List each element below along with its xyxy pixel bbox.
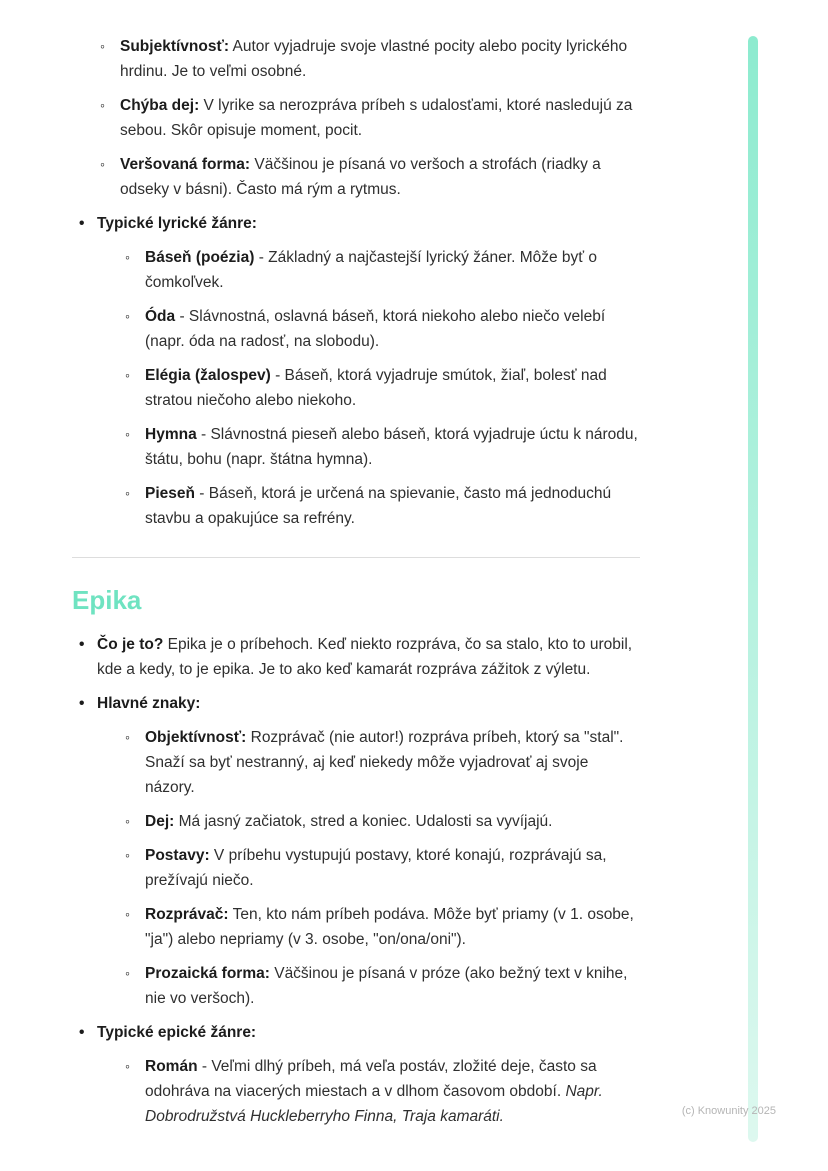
trait-item [100,152,640,202]
trait-item [125,961,640,1011]
term-label: Subjektívnosť: [120,38,230,55]
term-label: Pieseň [145,485,195,502]
traits-header: Hlavné znaky: [97,695,201,712]
term-label: Dej: [145,813,175,830]
trait-item [125,902,640,952]
genre-item [125,304,640,354]
term-label: Báseň (poézia) [145,249,255,266]
document-content [72,34,640,1138]
trait-item [100,93,640,143]
term-label: Prozaická forma: [145,965,270,982]
page-accent-bar [748,36,758,1142]
term-text: Ten, kto nám príbeh podáva. Môže byť priamy (v 1. osobe, "ja") alebo nepriamy (v 3. osobe, "on/ona/oni"). [145,906,634,948]
list-item [72,691,640,1011]
term-text: - Základný a najčastejší lyrický žáner. Môže byť o čomkoľvek. [145,249,598,291]
section-divider [72,557,640,558]
term-text: - Báseň, ktorá je určená na spievanie, často má jednoduchú stavbu a opakujúce sa refrény. [145,485,612,527]
section-heading-epika: Epika [72,585,142,615]
genre-item [125,481,640,531]
term-text: - Slávnostná, oslavná báseň, ktorá niekoho alebo niečo velebí (napr. óda na radosť, na slobodu). [145,308,606,350]
term-text: Autor vyjadruje svoje vlastné pocity alebo pocity lyrického hrdinu. Je to veľmi osobné. [120,38,628,80]
list-item [72,211,640,531]
trait-item [100,34,640,84]
term-label: Čo je to? [97,636,164,653]
term-label: Objektívnosť: [145,729,247,746]
genre-item [125,245,640,295]
lyrika-traits-list [100,34,640,202]
lyrika-genres-list [125,245,640,531]
genres-header: Typické epické žánre: [97,1024,257,1041]
term-text: Rozprávač (nie autor!) rozpráva príbeh, ktorý sa "stal". Snaží sa byť nestranný, aj keď niekedy môže vyjadrovať aj svoje názory. [145,729,624,796]
term-label: Veršovaná forma: [120,156,251,173]
list-item [72,632,640,682]
epika-traits-list [125,725,640,1011]
term-label: Elégia (žalospev) [145,367,271,384]
watermark: (c) Knowunity 2025 [681,1105,776,1117]
term-label: Hymna [145,426,197,443]
trait-item [125,843,640,893]
genres-header: Typické lyrické žánre: [97,215,257,232]
term-label: Óda [145,308,176,325]
list-item [72,1020,640,1129]
term-label: Román [145,1058,198,1075]
term-text: Má jasný začiatok, stred a koniec. Udalosti sa vyvíjajú. [174,813,553,830]
term-label: Postavy: [145,847,210,864]
term-text: Väčšinou je písaná v próze (ako bežný text v knihe, nie vo veršoch). [145,965,628,1007]
epika-section [72,632,640,1129]
genre-item [125,422,640,472]
term-label: Rozprávač: [145,906,229,923]
term-text: Väčšinou je písaná vo veršoch a strofách (riadky a odseky v básni). Často má rým a rytmus. [120,156,601,198]
genre-item [125,363,640,413]
lyrika-genres-section [72,211,640,531]
term-text: - Slávnostná pieseň alebo báseň, ktorá vyjadruje úctu k národu, štátu, bohu (napr. štátna hymna). [145,426,638,468]
term-text: - Veľmi dlhý príbeh, má veľa postáv, zložité deje, často sa odohráva na viacerých miestach a v dlhom časovom období. [145,1058,597,1100]
term-text: V lyrike sa nerozpráva príbeh s udalosťami, ktoré nasledujú za sebou. Skôr opisuje moment, pocit. [120,97,633,139]
genre-item [125,1054,640,1129]
term-text: Epika je o príbehoch. Keď niekto rozpráva, čo sa stalo, kto to urobil, kde a kedy, to je epika. Je to ako keď kamarát rozpráva zážitok z výletu. [97,636,633,678]
example-text: Napr. Dobrodružstvá Huckleberryho Finna, Traja kamaráti. [145,1083,603,1125]
term-text: - Báseň, ktorá vyjadruje smútok, žiaľ, bolesť nad stratou niečoho alebo niekoho. [145,367,607,409]
trait-item [125,809,640,834]
term-label: Chýba dej: [120,97,200,114]
epika-genres-list [125,1054,640,1129]
term-text: V príbehu vystupujú postavy, ktoré konajú, rozprávajú sa, prežívajú niečo. [145,847,607,889]
trait-item [125,725,640,800]
